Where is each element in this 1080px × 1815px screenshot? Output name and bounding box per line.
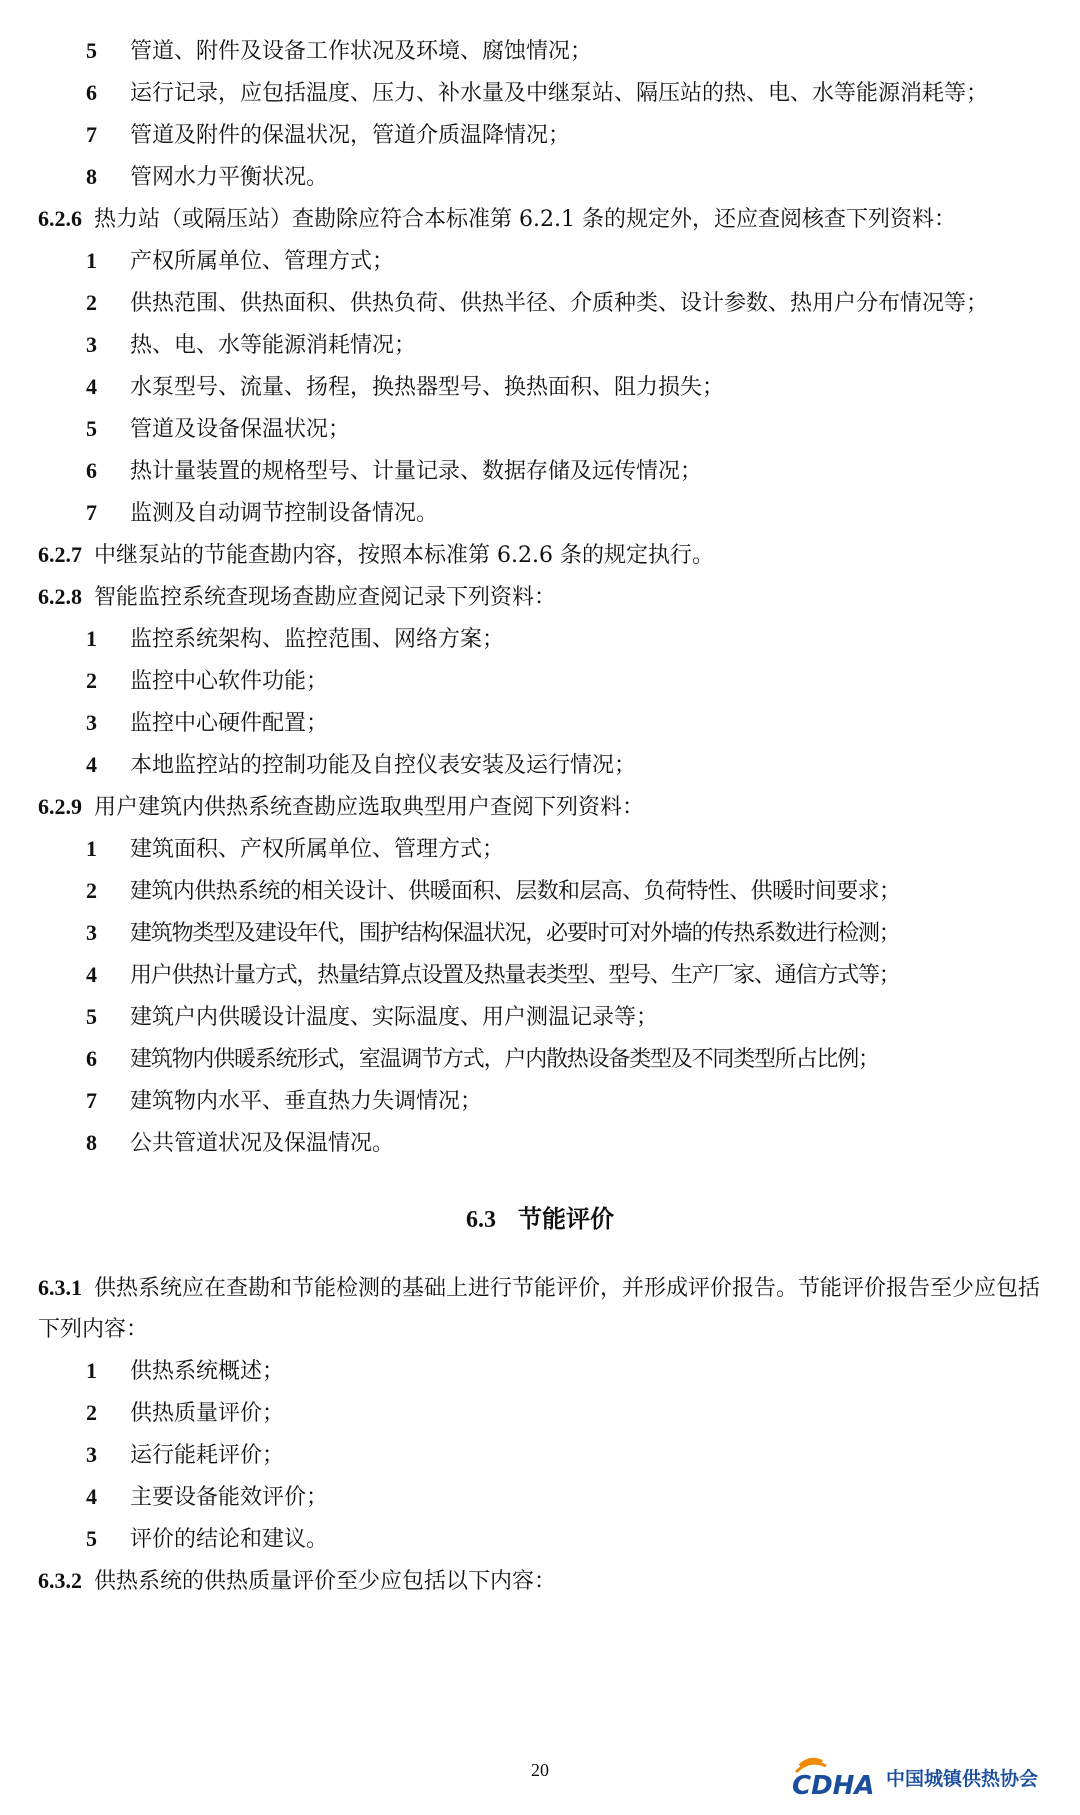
list-item: 5 评价的结论和建议。 — [86, 1526, 329, 1552]
list-item: 2 供热质量评价； — [86, 1400, 285, 1426]
list-item: 7 管道及附件的保温状况，管道介质温降情况； — [86, 122, 571, 148]
list-item: 4 用户供热计量方式，热量结算点设置及热量表类型、型号、生产厂家、通信方式等； — [86, 962, 900, 988]
list-item: 5 管道、附件及设备工作状况及环境、腐蚀情况； — [86, 38, 593, 64]
list-item: 8 公共管道状况及保温情况。 — [86, 1130, 395, 1156]
logo-mark-text: CDHA — [792, 1771, 875, 1801]
list-item: 2 供热范围、供热面积、供热负荷、供热半径、介质种类、设计参数、热用户分布情况等； — [86, 290, 989, 316]
clause-6-2-7: 6.2.7 中继泵站的节能查勘内容，按照本标准第 6.2.6 条的规定执行。 — [38, 542, 714, 568]
list-item: 3 运行能耗评价； — [86, 1442, 285, 1468]
list-item: 6 运行记录，应包括温度、压力、补水量及中继泵站、隔压站的热、电、水等能源消耗等； — [86, 80, 989, 106]
list-item: 3 热、电、水等能源消耗情况； — [86, 332, 417, 358]
list-item: 1 供热系统概述； — [86, 1358, 285, 1384]
list-item: 2 监控中心软件功能； — [86, 668, 329, 694]
list-item: 5 管道及设备保温状况； — [86, 416, 351, 442]
list-item: 4 本地监控站的控制功能及自控仪表安装及运行情况； — [86, 752, 637, 778]
list-item: 7 建筑物内水平、垂直热力失调情况； — [86, 1088, 483, 1114]
list-item: 8 管网水力平衡状况。 — [86, 164, 329, 190]
logo-text: 中国城镇供热协会 — [886, 1768, 1039, 1790]
list-item: 1 监控系统架构、监控范围、网络方案； — [86, 626, 505, 652]
document-body — [38, 30, 1042, 1602]
clause-6-2-8: 6.2.8 智能监控系统查现场查勘应查阅记录下列资料： — [38, 584, 557, 610]
section-heading: 6.3 节能评价 — [466, 1204, 614, 1233]
clause-6-3-2: 6.3.2 供热系统的供热质量评价至少应包括以下内容： — [38, 1568, 557, 1594]
cdha-logo — [786, 1752, 1066, 1802]
list-item: 4 主要设备能效评价； — [86, 1484, 329, 1510]
clause-6-2-9: 6.2.9 用户建筑内供热系统查勘应选取典型用户查阅下列资料： — [38, 794, 645, 820]
list-item: 1 产权所属单位、管理方式； — [86, 248, 395, 274]
list-item: 6 建筑物内供暖系统形式，室温调节方式，户内散热设备类型及不同类型所占比例； — [86, 1046, 879, 1072]
clause-6-2-6: 6.2.6 热力站（或隔压站）查勘除应符合本标准第 6.2.1 条的规定外，还应查阅核查下列资料： — [38, 206, 956, 232]
cdha-logo-mark-icon — [786, 1752, 886, 1802]
list-item: 3 监控中心硬件配置； — [86, 710, 329, 736]
list-item: 6 热计量装置的规格型号、计量记录、数据存储及远传情况； — [86, 458, 703, 484]
page-number: 20 — [531, 1760, 549, 1780]
list-item: 1 建筑面积、产权所属单位、管理方式； — [86, 836, 505, 862]
list-item: 3 建筑物类型及建设年代，围护结构保温状况，必要时可对外墙的传热系数进行检测； — [86, 920, 900, 946]
list-item: 4 水泵型号、流量、扬程，换热器型号、换热面积、阻力损失； — [86, 374, 725, 400]
list-item: 5 建筑户内供暖设计温度、实际温度、用户测温记录等； — [86, 1004, 659, 1030]
clause-6-3-1: 6.3.1 供热系统应在查勘和节能检测的基础上进行节能评价，并形成评价报告。节能评价报告至少应包括下列内容： — [38, 1275, 1041, 1342]
list-item: 7 监测及自动调节控制设备情况。 — [86, 500, 439, 526]
list-item: 2 建筑内供热系统的相关设计、供暖面积、层数和层高、负荷特性、供暖时间要求； — [86, 878, 901, 904]
